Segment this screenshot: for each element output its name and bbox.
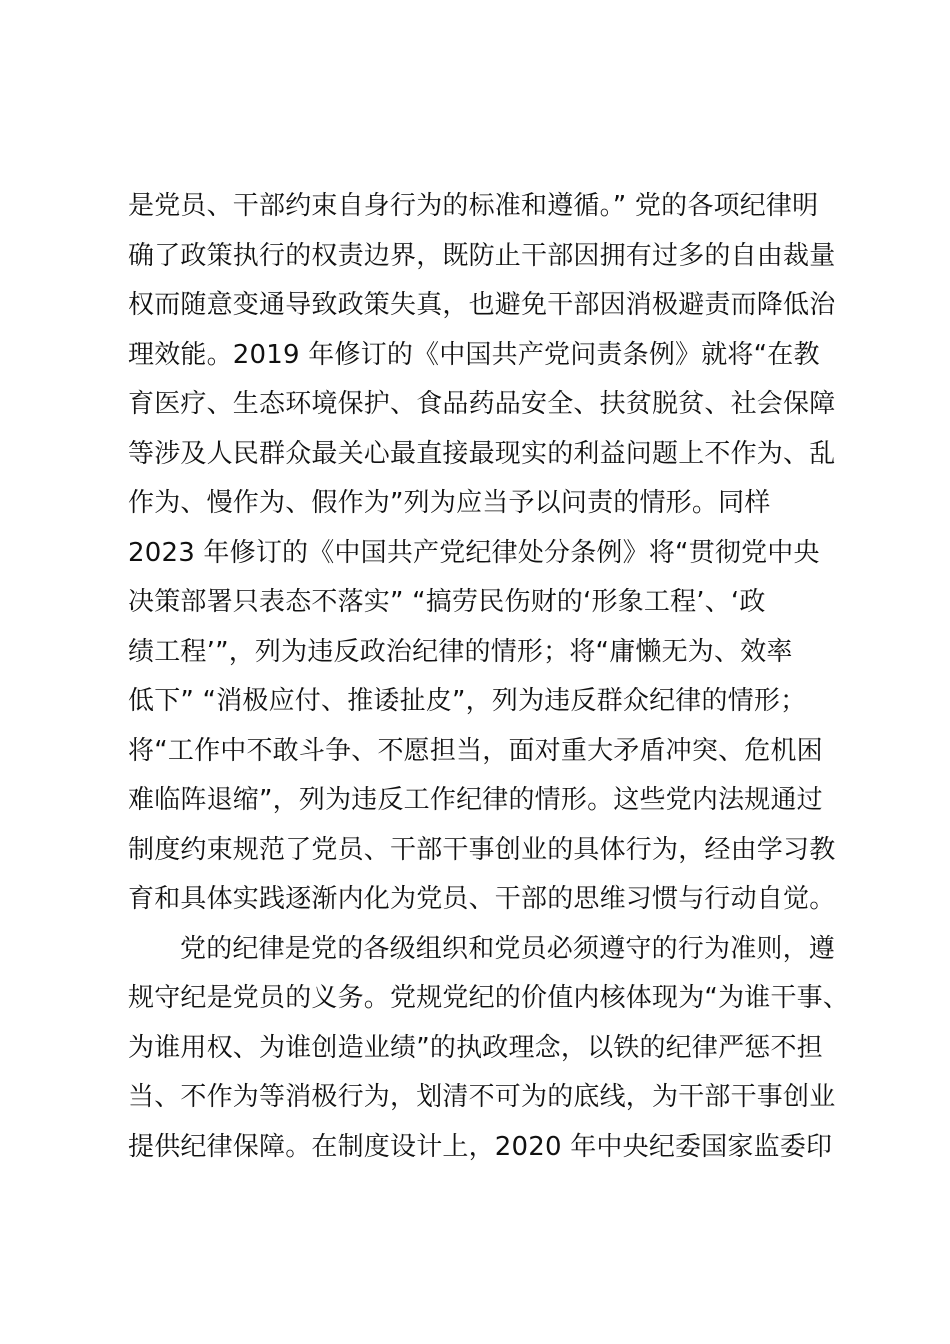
text-line: 是党员、干部约束自身行为的标准和遵循。” 党的各项纪律明: [128, 191, 819, 221]
text-line: 作为、慢作为、假作为”列为应当予以问责的情形。同样: [128, 488, 771, 518]
text-line: 决策部署只表态不落实” “搞劳民伤财的‘形象工程’、‘政: [128, 587, 766, 617]
text-line: 权而随意变通导致政策失真，也避免干部因消极避责而降低治: [128, 290, 836, 320]
text-line: 制度约束规范了党员、干部干事创业的具体行为，经由学习教: [128, 834, 836, 865]
body-text: [128, 182, 868, 1172]
text-line: 理效能。2019 年修订的《中国共产党问责条例》就将“在教: [128, 339, 820, 370]
text-line: 确了政策执行的权责边界，既防止干部因拥有过多的自由裁量: [128, 240, 836, 271]
text-line: 提供纪律保障。在制度设计上，2020 年中央纪委国家监委印: [128, 1131, 833, 1162]
text-line: 低下” “消极应付、推诿扯皮”，列为违反群众纪律的情形；: [128, 686, 807, 716]
paragraph-first-line: 党的纪律是党的各级组织和党员必须遵守的行为准则，遵: [180, 933, 836, 964]
text-line: 2023 年修订的《中国共产党纪律处分条例》将“贯彻党中央: [128, 537, 820, 568]
text-line: 为谁用权、为谁创造业绩”的执政理念，以铁的纪律严惩不担: [128, 1032, 823, 1063]
text-line: 等涉及人民群众最关心最直接最现实的利益问题上不作为、乱: [128, 438, 836, 469]
text-line: 难临阵退缩”，列为违反工作纪律的情形。这些党内法规通过: [128, 785, 823, 815]
text-line: 绩工程’”，列为违反政治纪律的情形；将“庸懒无为、效率: [128, 636, 793, 667]
text-line: 规守纪是党员的义务。党规党纪的价值内核体现为“为谁干事、: [128, 983, 850, 1013]
text-line: 将“工作中不敢斗争、不愿担当，面对重大矛盾冲突、危机困: [128, 735, 823, 766]
text-line: 育和具体实践逐渐内化为党员、干部的思维习惯与行动自觉。: [128, 884, 836, 914]
text-line: 当、不作为等消极行为，划清不可为的底线，为干部干事创业: [128, 1082, 836, 1112]
text-line: 育医疗、生态环境保护、食品药品安全、扶贫脱贫、社会保障: [128, 389, 836, 419]
